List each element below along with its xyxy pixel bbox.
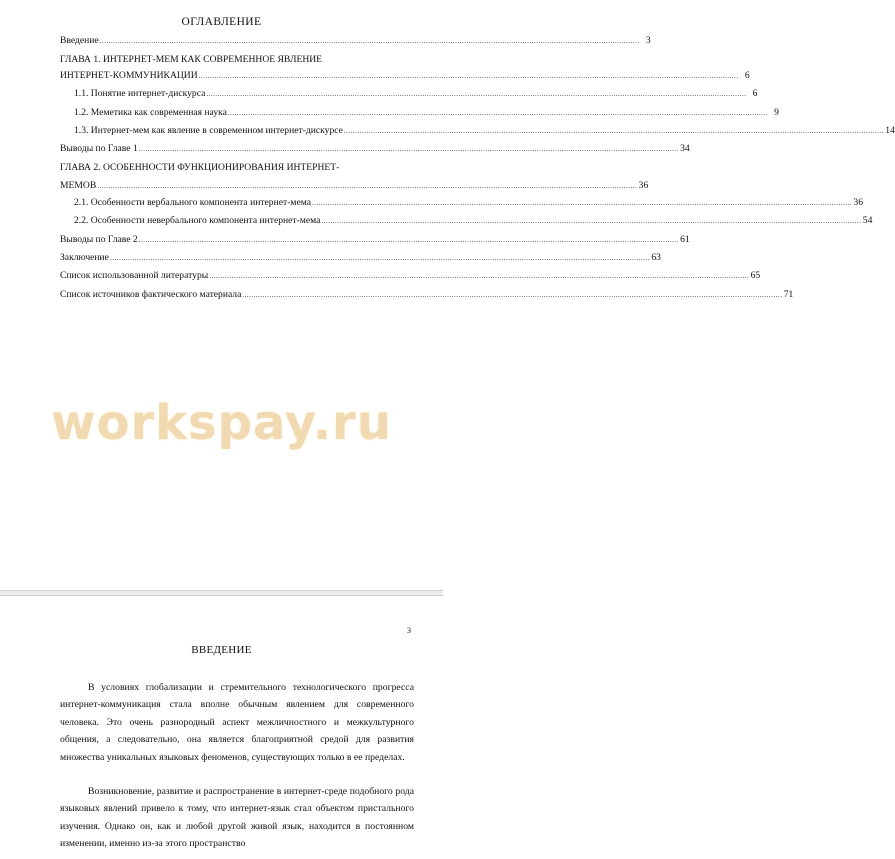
toc-leader: ................................................................................................................................................................................................................................................ <box>242 291 783 299</box>
toc-entry: МЕМОВ ................................................................................................................................................................................................................................................ 36 <box>60 180 649 191</box>
paragraph: В условиях глобализации и стремительного технологического прогресса интернет-коммуникация стала вполне обычным явлением для современного человека. Это очень разнородный аспект межличностного и межкультурного общения, а следовательно, она является благоприятной средой для развития множества уникальных языковых феноменов, существующих только в ее пределах. <box>60 682 414 763</box>
toc-entry: Список источников фактического материала ................................................................................................................................................................................................................................................ 71 <box>60 289 794 300</box>
toc-leader: ................................................................................................................................................................................................................................................ <box>209 272 750 280</box>
toc-entry: Введение ................................................................................................................................................................................................................................................ 3 <box>60 35 651 46</box>
toc-leader: ................................................................................................................................................................................................................................................ <box>138 236 679 244</box>
toc-leader: ................................................................................................................................................................................................................................................ <box>99 37 640 45</box>
toc-leader: ................................................................................................................................................................................................................................................ <box>321 217 862 225</box>
toc-leader: ................................................................................................................................................................................................................................................ <box>227 109 768 117</box>
toc-entry: 2.2. Особенности невербального компонента интернет-мема ................................................................................................................................................................................................................................................ 54 <box>74 215 873 226</box>
toc-entry: Список использованной литературы ................................................................................................................................................................................................................................................ 65 <box>60 270 761 281</box>
section-title: ВВЕДЕНИЕ <box>191 644 252 656</box>
toc-entry: 1.2. Меметика как современная наука ................................................................................................................................................................................................................................................ 9 <box>74 107 779 118</box>
toc-leader: ................................................................................................................................................................................................................................................ <box>138 145 679 153</box>
toc-leader: ................................................................................................................................................................................................................................................ <box>97 182 638 190</box>
toc-leader: ................................................................................................................................................................................................................................................ <box>311 199 852 207</box>
watermark: workspay.ru <box>51 395 392 451</box>
toc-title: ОГЛАВЛЕНИЕ <box>181 16 262 28</box>
toc-chapter-2-heading: ГЛАВА 2. ОСОБЕННОСТИ ФУНКЦИОНИРОВАНИЯ ИНТЕРНЕТ- <box>60 162 340 173</box>
toc-chapter-1-heading: ГЛАВА 1. ИНТЕРНЕТ-МЕМ КАК СОВРЕМЕННОЕ ЯВЛЕНИЕ <box>60 54 323 65</box>
toc-leader: ................................................................................................................................................................................................................................................ <box>109 254 650 262</box>
page-number: 3 <box>407 626 411 635</box>
toc-entry: 1.3. Интернет-мем как явление в современном интернет-дискурсе ................................................................................................................................................................................................................................................ 14 <box>74 125 895 136</box>
toc-entry: ИНТЕРНЕТ-КОММУНИКАЦИИ ................................................................................................................................................................................................................................................ 6 <box>60 70 750 81</box>
toc-entry: Заключение ................................................................................................................................................................................................................................................ 63 <box>60 252 661 263</box>
toc-leader: ................................................................................................................................................................................................................................................ <box>343 127 884 135</box>
toc-entry: 2.1. Особенности вербального компонента интернет-мема ................................................................................................................................................................................................................................................ 36 <box>74 197 863 208</box>
toc-entry: Выводы по Главе 2 ................................................................................................................................................................................................................................................ 61 <box>60 234 690 245</box>
toc-entry: 1.1. Понятие интернет-дискурса ................................................................................................................................................................................................................................................ 6 <box>74 88 758 99</box>
toc-entry: Выводы по Главе 1 ................................................................................................................................................................................................................................................ 34 <box>60 143 690 154</box>
toc-leader: ................................................................................................................................................................................................................................................ <box>206 90 747 98</box>
toc-leader: ................................................................................................................................................................................................................................................ <box>198 72 739 80</box>
paragraph: Возникновение, развитие и распространение в интернет-среде подобного рода языковых явлений привело к тому, что интернет-язык стал объектом пристального изучения. Однако он, как и любой другой живой язык, находится в постоянном изменении, именно из-за этого пространство <box>60 786 414 850</box>
